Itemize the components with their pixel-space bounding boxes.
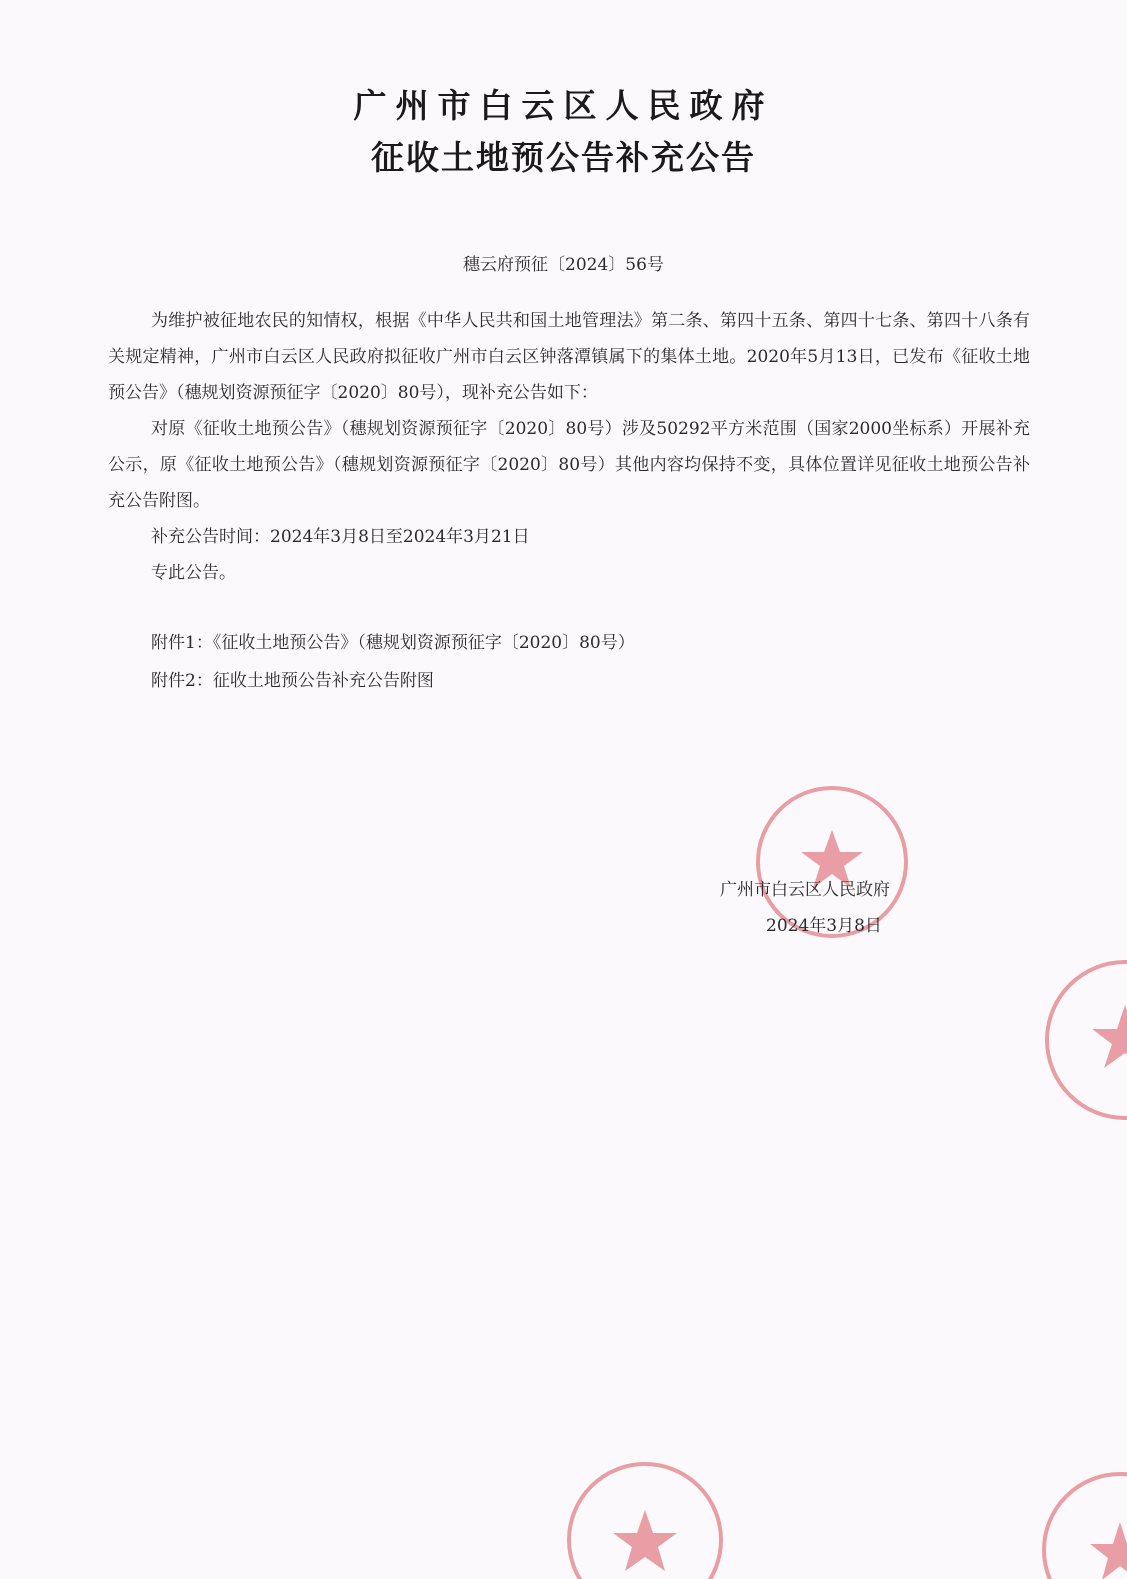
issuer-name: 广州市白云区人民政府 bbox=[720, 880, 890, 900]
issue-date: 2024年3月8日 bbox=[766, 916, 882, 936]
attachment-list bbox=[108, 624, 1030, 700]
document-body bbox=[108, 303, 1030, 591]
attachment-item-2: 附件2：征收土地预公告补充公告附图 bbox=[151, 671, 434, 691]
paragraph-period: 补充公告时间：2024年3月8日至2024年3月21日 bbox=[151, 527, 530, 547]
paragraph-closing: 专此公告。 bbox=[151, 563, 236, 583]
seal-bottom-center bbox=[565, 1455, 725, 1579]
page-title: 广州市白云区人民政府 bbox=[353, 86, 774, 125]
document-number: 穗云府预征〔2024〕56号 bbox=[463, 255, 664, 275]
seal-right-edge bbox=[1040, 955, 1127, 1125]
attachment-item-1: 附件1：《征收土地预公告》（穗规划资源预征字〔2020〕80号） bbox=[151, 633, 635, 653]
signature-block bbox=[720, 872, 920, 944]
paragraph-supplement: 对原《征收土地预公告》（穗规划资源预征字〔2020〕80号）涉及50292平方米范围（国家2000坐标系）开展补充公示，原《征收土地预公告》（穗规划资源预征字〔2020〕80号）其他内容均保持不变，具体位置详见征收土地预公告补充公告附图。 bbox=[108, 419, 1030, 511]
seal-bottom-right bbox=[1030, 1460, 1127, 1579]
paragraph-intro: 为维护被征地农民的知情权，根据《中华人民共和国土地管理法》第二条、第四十五条、第四十七条、第四十八条有关规定精神，广州市白云区人民政府拟征收广州市白云区钟落潭镇属下的集体土地。2020年5月13日，已发布《征收土地预公告》（穗规划资源预征字〔2020〕80号），现补充公告如下： bbox=[108, 311, 1030, 403]
page-subtitle: 征收土地预公告补充公告 bbox=[371, 138, 756, 177]
